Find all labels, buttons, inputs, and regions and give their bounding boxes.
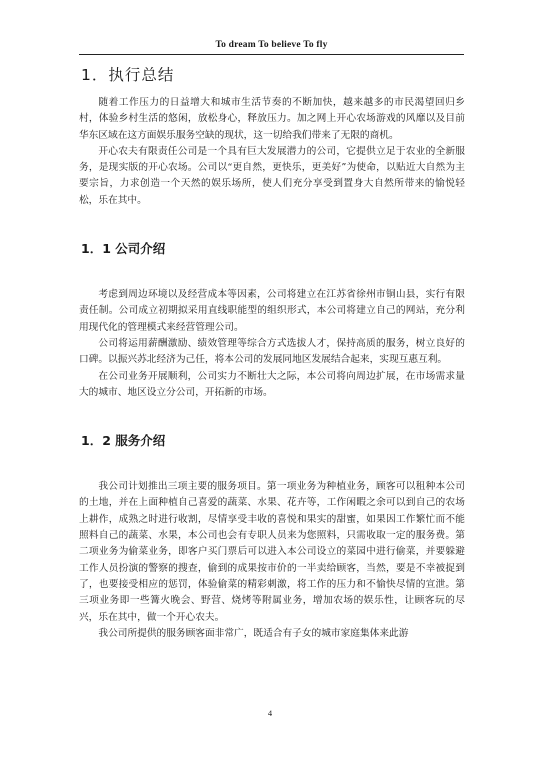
paragraph: 开心农夫有限责任公司是一个具有巨大发展潜力的公司，它提供立足于农业的全新服务，是现实版的开心农场。公司以“更自然，更快乐，更美好”为使命，以贴近大自然为主要宗旨，力求创造一个天然的娱乐场所，使人们充分享受到置身大自然所带来的愉悦轻松，乐在其中。 bbox=[79, 145, 465, 206]
header-rule bbox=[79, 54, 464, 55]
page-number: 4 bbox=[267, 708, 273, 718]
paragraph: 我公司计划推出三项主要的服务项目。第一项业务为种植业务，顾客可以租种本公司的土地，并在上面种植自己喜爱的蔬菜、水果、花卉等，工作闲暇之余可以到自己的农场上耕作，成熟之时进行收割，尽情享受丰收的喜悦和果实的甜蜜，如果因工作繁忙而不能照料自己的蔬菜、水果，本公司也会有专职人员来为您照料，只需收取一定的服务费。第二项业务为偷菜业务，即客户买门票后可以进入本公司设立的菜园中进行偷菜，并要躲避工作人员扮演的警察的搜查，偷到的成果按市价的一半卖给顾客，当然，要是不幸被捉到了，也要接受相应的惩罚，体验偷菜的精彩刺激，将工作的压力和不愉快尽情的宣泄。第三项业务即一些篝火晚会、野营、烧烤等附属业务，增加农场的娱乐性，让顾客玩的尽兴，乐在其中，做一个开心农夫。 bbox=[79, 481, 465, 623]
paragraph: 我公司所提供的服务顾客面非常广，既适合有子女的城市家庭集体来此游 bbox=[98, 627, 409, 639]
section-title-executive-summary: 1．执行总结 bbox=[81, 66, 175, 84]
page-content bbox=[79, 58, 465, 642]
section-title-company-intro: 1．1 公司介绍 bbox=[81, 241, 166, 257]
section-title-service-intro: 1．2 服务介绍 bbox=[81, 433, 166, 449]
running-header: To dream To believe To fly bbox=[215, 40, 328, 50]
paragraph: 随着工作压力的日益增大和城市生活节奏的不断加快，越来越多的市民渴望回归乡村，体验乡村生活的悠闲，放松身心，释放压力。加之网上开心农场游戏的风靡以及目前华东区域在这方面娱乐服务空缺的现状，这一切给我们带来了无限的商机。 bbox=[79, 97, 465, 141]
paragraph: 考虑到周边环境以及经营成本等因素，公司将建立在江苏省徐州市铜山县，实行有限责任制。公司成立初期拟采用直线职能型的组织形式，本公司将建立自己的网站，充分利用现代化的管理模式来经营管理公司。 bbox=[79, 289, 465, 333]
paragraph: 在公司业务开展顺利，公司实力不断壮大之际，本公司将向周边扩展，在市场需求量大的城市、地区设立分公司，开拓新的市场。 bbox=[79, 370, 465, 398]
paragraph: 公司将运用薪酬激励、绩效管理等综合方式选拔人才，保持高质的服务，树立良好的口碑。以振兴苏北经济为己任，将本公司的发展同地区发展结合起来，实现互惠互利。 bbox=[79, 337, 465, 366]
